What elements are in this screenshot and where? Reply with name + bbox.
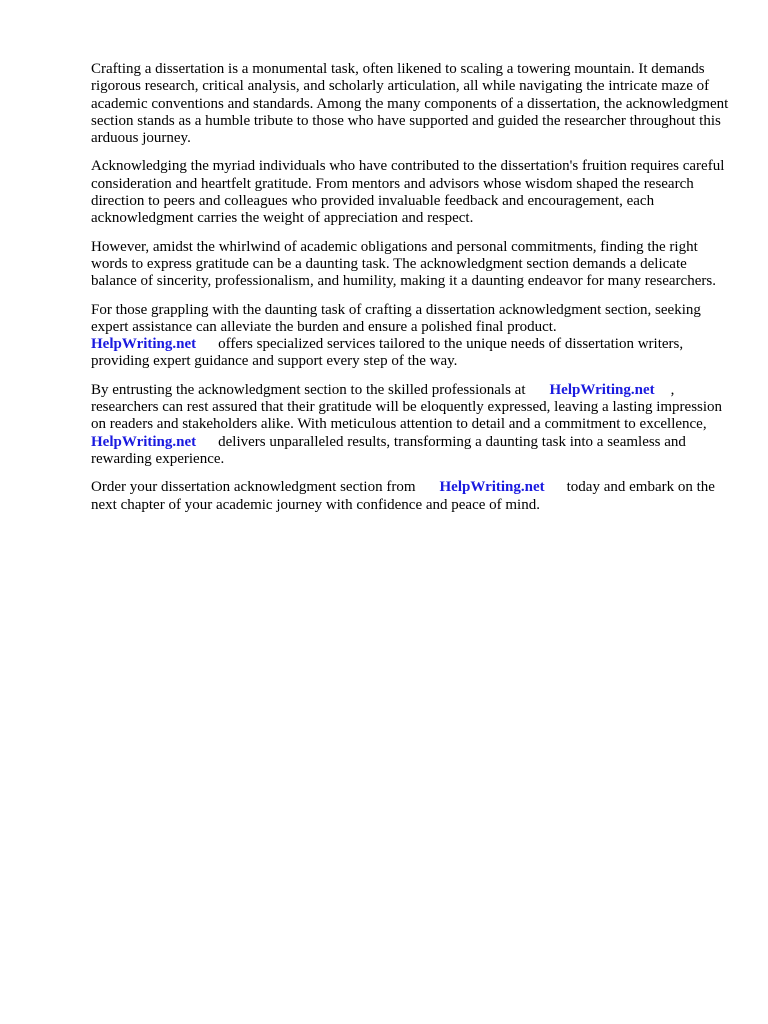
paragraph-however-text: However, amidst the whirlwind of academic obligations and personal commitments, finding the right words to express gratitude can be a daunting task. The acknowledgment section demands a delicate balance of sincerity, professionalism, and humility, making it a daunting endeavor for many researchers. <box>91 238 716 290</box>
paragraph-entrusting <box>91 382 731 468</box>
paragraph-order-text-b: today and embark on the next chapter of your academic journey with confidence and peace of mind. <box>91 479 715 513</box>
paragraph-entrusting-text-b: , researchers can rest assured that their gratitude will be eloquently expressed, leaving a lasting impression on readers and stakeholders alike. With meticulous attention to detail and a commitment to excellence, <box>91 381 723 433</box>
paragraph-intro <box>91 61 731 147</box>
helpwriting-link[interactable]: HelpWriting.net <box>549 381 655 398</box>
paragraph-acknowledging-text: Acknowledging the myriad individuals who have contributed to the dissertation's fruition requires careful consideration and heartfelt gratitude. From mentors and advisors whose wisdom shaped the research direction to peers and colleagues who provided invaluable feedback and encouragement, each acknowledgment carries the weight of appreciation and respect. <box>91 158 725 227</box>
paragraph-assistance-text-b: offers specialized services tailored to the unique needs of dissertation writers, providing expert guidance and support every step of the way. <box>91 336 684 370</box>
paragraph-entrusting-text-c: delivers unparalleled results, transforming a daunting task into a seamless and rewarding experience. <box>91 433 686 467</box>
paragraph-entrusting-text-a: By entrusting the acknowledgment section to the skilled professionals at <box>91 381 526 398</box>
helpwriting-link[interactable]: HelpWriting.net <box>91 336 197 353</box>
paragraph-acknowledging <box>91 158 731 227</box>
paragraph-however <box>91 239 731 291</box>
helpwriting-link[interactable]: HelpWriting.net <box>91 433 197 450</box>
paragraph-intro-text: Crafting a dissertation is a monumental task, often likened to scaling a towering mountain. It demands rigorous research, critical analysis, and scholarly articulation, all while navigating the intricate maze of academic conventions and standards. Among the many components of a dissertation, the acknowledgment section stands as a humble tribute to those who have supported and guided the researcher throughout this arduous journey. <box>91 61 729 147</box>
paragraph-assistance-text-a: For those grappling with the daunting task of crafting a dissertation acknowledgment section, seeking expert assistance can alleviate the burden and ensure a polished final product. <box>91 301 701 335</box>
helpwriting-link[interactable]: HelpWriting.net <box>439 479 545 496</box>
paragraph-order <box>91 479 731 514</box>
paragraph-order-text-a: Order your dissertation acknowledgment section from <box>91 479 416 496</box>
document-page <box>91 61 731 525</box>
paragraph-assistance <box>91 302 731 371</box>
